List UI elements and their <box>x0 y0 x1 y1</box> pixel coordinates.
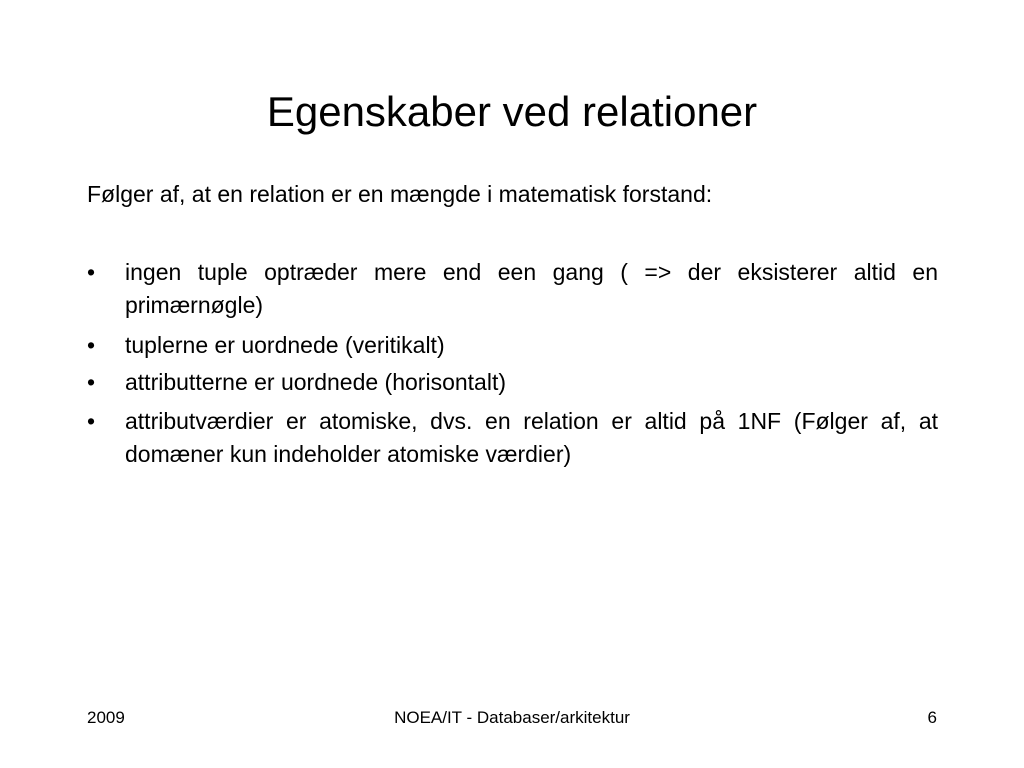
bullet-text: attributværdier er atomiske, dvs. en relation er altid på 1NF (Følger af, at domæner kun indeholder atomiske værdier) <box>125 408 938 467</box>
bullet-text: attributterne er uordnede (horisontalt) <box>125 369 506 395</box>
bullet-marker: • <box>87 332 96 358</box>
bullet-item <box>87 329 938 362</box>
bullet-marker: • <box>87 408 96 434</box>
bullet-item <box>87 256 938 322</box>
slide-title: Egenskaber ved relationer <box>266 88 758 135</box>
footer-year: 2009 <box>87 708 125 727</box>
intro-text: Følger af, at en relation er en mængde i matematisk forstand: <box>87 181 713 207</box>
footer-title: NOEA/IT - Databaser/arkitektur <box>394 708 630 727</box>
bullet-item <box>87 405 938 471</box>
bullet-list <box>87 256 938 480</box>
bullet-text: ingen tuple optræder mere end een gang ( => der eksisterer altid en primærnøgle) <box>125 259 938 318</box>
page-number: 6 <box>927 708 937 727</box>
bullet-text: tuplerne er uordnede (veritikalt) <box>125 332 445 358</box>
bullet-marker: • <box>87 369 96 395</box>
bullet-item <box>87 366 938 399</box>
bullet-marker: • <box>87 259 96 285</box>
